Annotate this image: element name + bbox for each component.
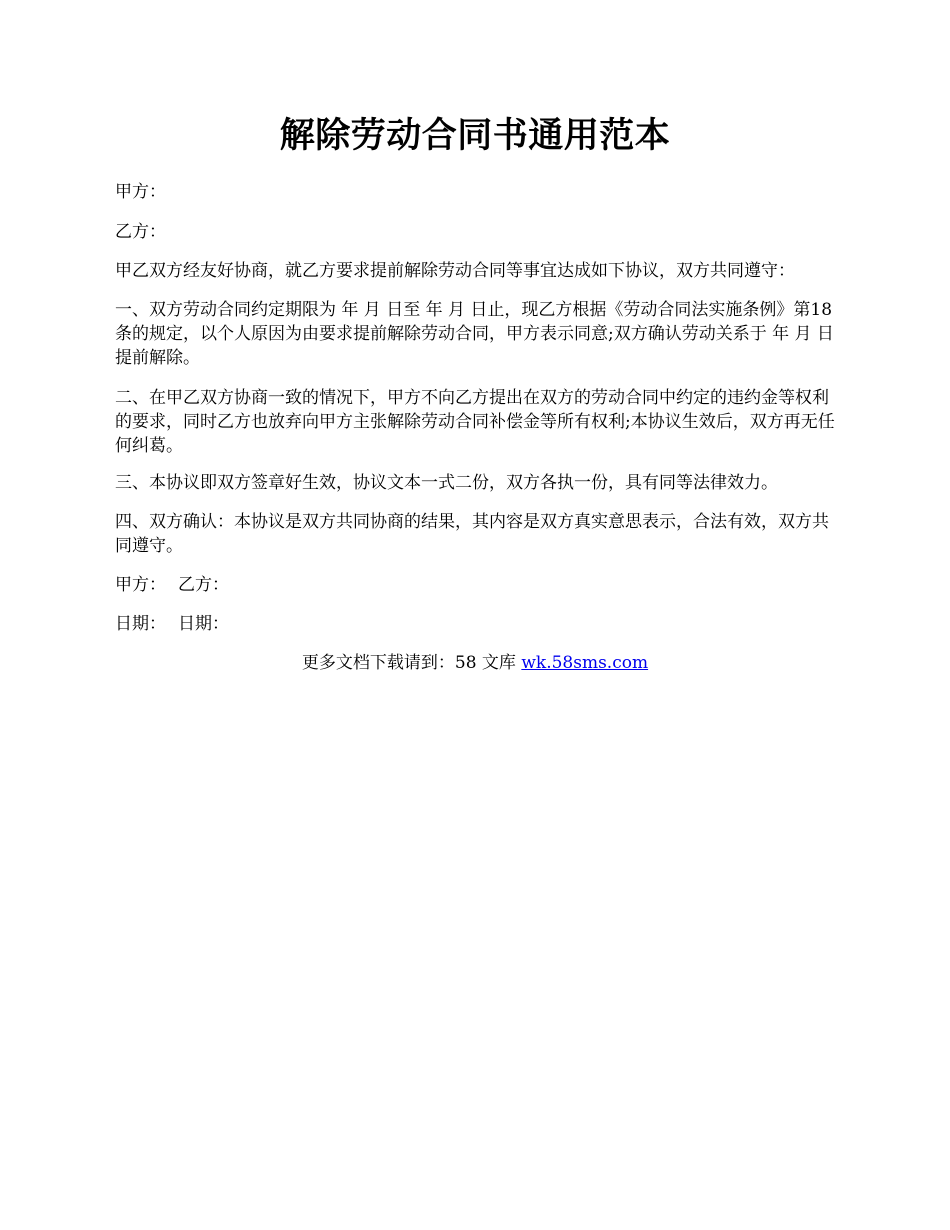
clause-3-paragraph: 三、本协议即双方签章好生效，协议文本一式二份，双方各执一份，具有同等法律效力。 (115, 473, 778, 493)
clause-4-paragraph: 四、双方确认：本协议是双方共同协商的结果，其内容是双方真实意思表示，合法有效，双方共同遵守。 (115, 512, 829, 556)
footer-link[interactable]: wk.58sms.com (521, 653, 649, 673)
sign-party-a-label: 甲方： (115, 575, 166, 595)
footer-note (0, 651, 950, 675)
clause-2-paragraph: 二、在甲乙双方协商一致的情况下，甲方不向乙方提出在双方的劳动合同中约定的违约金等权利的要求，同时乙方也放弃向甲方主张解除劳动合同补偿金等所有权利;本协议生效后，双方再无任何纠葛。 (115, 388, 835, 456)
date-line (115, 612, 845, 636)
sign-party-b-label: 乙方： (178, 575, 229, 595)
date-a-label: 日期： (115, 614, 166, 634)
party-a-label: 甲方： (115, 182, 166, 202)
date-b-label: 日期： (178, 614, 229, 634)
intro-paragraph: 甲乙双方经友好协商，就乙方要求提前解除劳动合同等事宜达成如下协议，双方共同遵守： (115, 261, 795, 281)
clause-1-paragraph: 一、双方劳动合同约定期限为 年 月 日至 年 月 日止，现乙方根据《劳动合同法实施条例》第18条的规定，以个人原因为由要求提前解除劳动合同，甲方表示同意;双方确认劳动关系于 年 月 日提前解除。 (115, 300, 834, 368)
document-title: 解除劳动合同书通用范本 (279, 115, 671, 156)
party-b-label: 乙方： (115, 222, 166, 242)
signature-line (115, 573, 845, 597)
footer-text: 更多文档下载请到：58 文库 (301, 653, 522, 673)
